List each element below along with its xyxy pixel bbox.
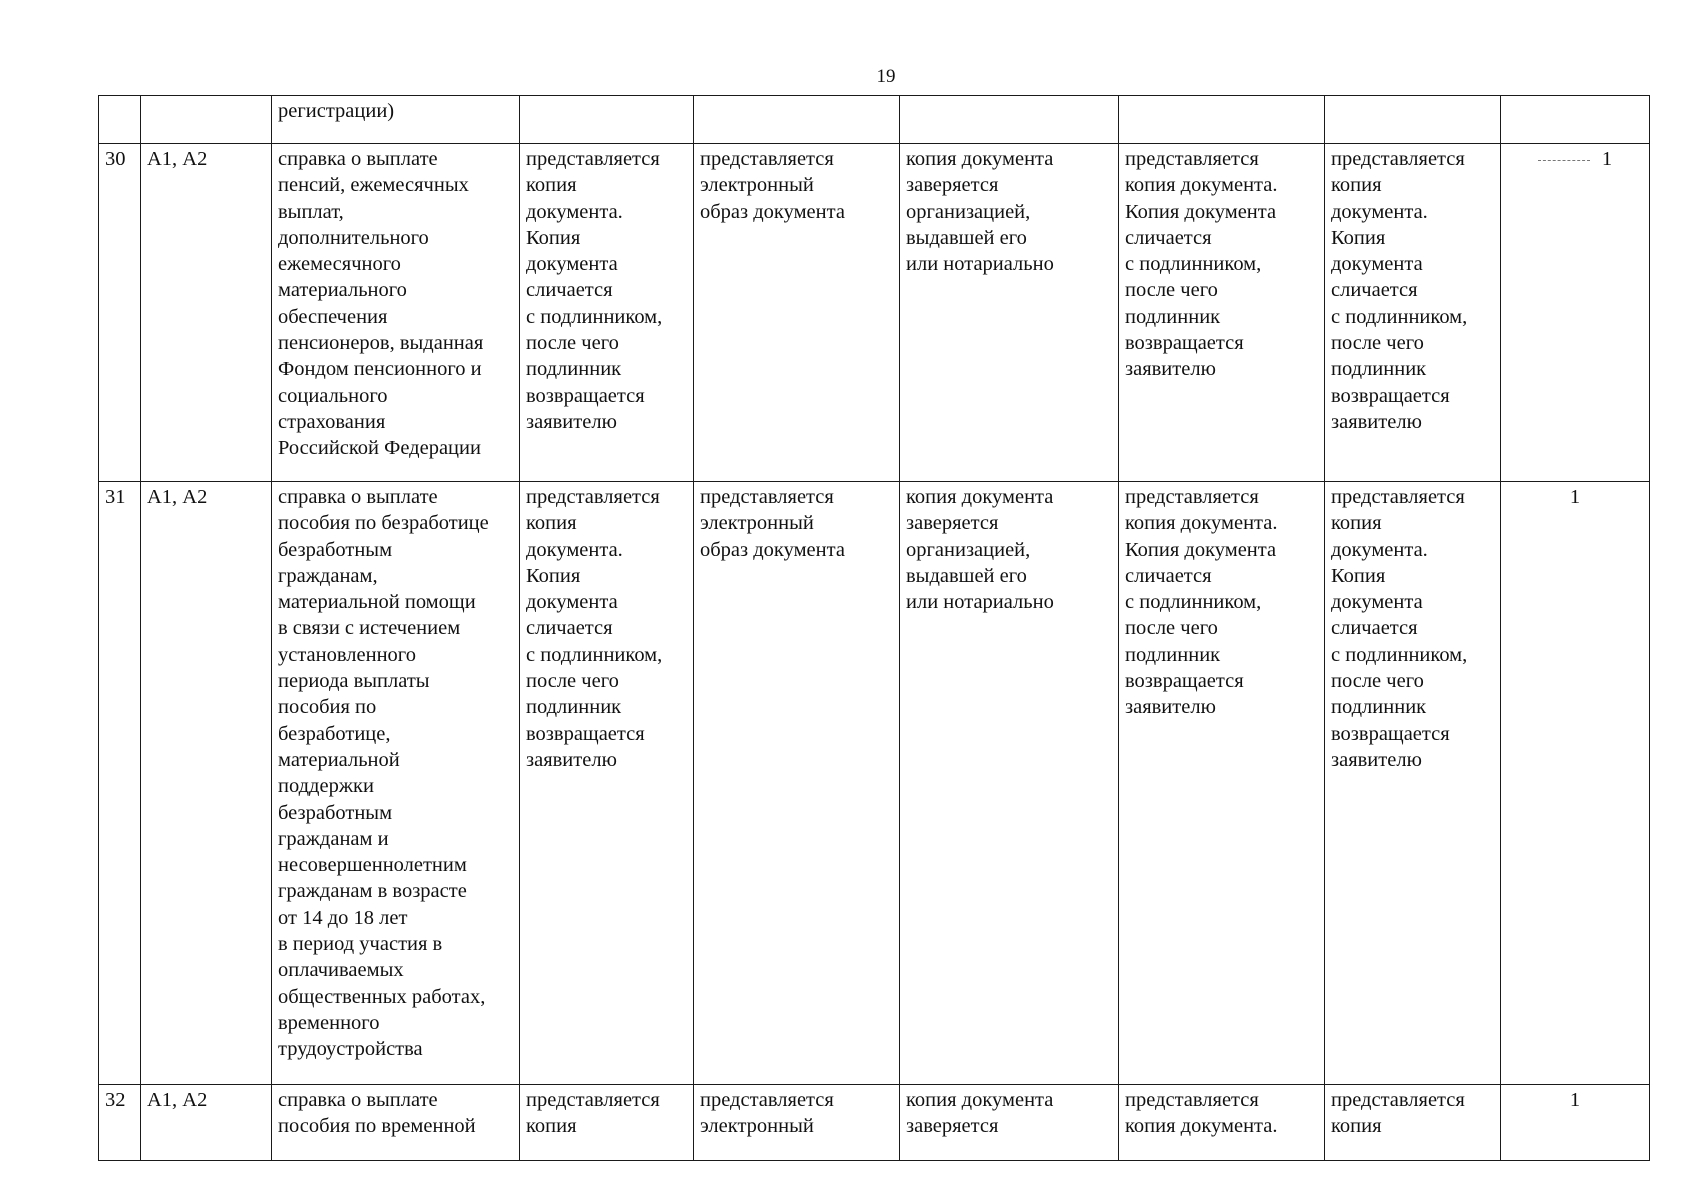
cell-qty: 1 xyxy=(1501,1085,1650,1161)
continuation-row xyxy=(99,96,1650,144)
table-row xyxy=(99,1085,1650,1161)
page-number: 19 xyxy=(876,66,896,87)
row-codes: А1, А2 xyxy=(141,1085,272,1161)
cell-col8: представляется копия документа. Копия документа сличается с подлинником, после чего подлинник возвращается заявителю xyxy=(1325,144,1501,482)
cell-col4 xyxy=(520,96,694,144)
cell-col5: представляется электронный xyxy=(694,1085,900,1161)
row-number: 31 xyxy=(99,482,141,1085)
cell-col7 xyxy=(1119,96,1325,144)
document-name: справка о выплате пособия по безработице безработным гражданам, материальной помощи в связи с истечением установленного периода выплаты пособия по безработице, материальной поддержки безработным гражданам и несовершеннолетним гражданам в возрасте от 14 до 18 лет в период участия в оплачиваемых общественных работах, временного трудоустройства xyxy=(272,482,520,1085)
cell-col4: представляется копия xyxy=(520,1085,694,1161)
row-codes: А1, А2 xyxy=(141,482,272,1085)
cell-col4: представляется копия документа. Копия документа сличается с подлинником, после чего подлинник возвращается заявителю xyxy=(520,144,694,482)
row-number: 32 xyxy=(99,1085,141,1161)
cell-col6: копия документа заверяется xyxy=(900,1085,1119,1161)
row-number: 30 xyxy=(99,144,141,482)
documents-table xyxy=(98,95,1650,1161)
document-name: справка о выплате пенсий, ежемесячных выплат, дополнительного ежемесячного материального обеспечения пенсионеров, выданная Фондом пенсионного и социального страхования Российской Федерации xyxy=(272,144,520,482)
cell-col7: представляется копия документа. Копия документа сличается с подлинником, после чего подлинник возвращается заявителю xyxy=(1119,482,1325,1085)
table-row xyxy=(99,144,1650,482)
cell-num xyxy=(99,96,141,144)
cell-col5 xyxy=(694,96,900,144)
cell-col7: представляется копия документа. xyxy=(1119,1085,1325,1161)
cell-col8: представляется копия документа. Копия документа сличается с подлинником, после чего подлинник возвращается заявителю xyxy=(1325,482,1501,1085)
cell-col7: представляется копия документа. Копия документа сличается с подлинником, после чего подлинник возвращается заявителю xyxy=(1119,144,1325,482)
cell-col6 xyxy=(900,96,1119,144)
cell-qty: 1 xyxy=(1501,482,1650,1085)
cell-qty xyxy=(1501,144,1650,482)
cell-codes xyxy=(141,96,272,144)
cell-col5: представляется электронный образ документа xyxy=(694,482,900,1085)
cell-col6: копия документа заверяется организацией, выдавшей его или нотариально xyxy=(900,482,1119,1085)
cell-col4: представляется копия документа. Копия документа сличается с подлинником, после чего подлинник возвращается заявителю xyxy=(520,482,694,1085)
cell-col5: представляется электронный образ документа xyxy=(694,144,900,482)
cell-document: регистрации) xyxy=(272,96,520,144)
row-codes: А1, А2 xyxy=(141,144,272,482)
cell-col8: представляется копия xyxy=(1325,1085,1501,1161)
dash-mark xyxy=(1538,160,1590,161)
document-name: справка о выплате пособия по временной xyxy=(272,1085,520,1161)
table-row xyxy=(99,482,1650,1085)
cell-col6: копия документа заверяется организацией, выдавшей его или нотариально xyxy=(900,144,1119,482)
cell-qty xyxy=(1501,96,1650,144)
qty-value: 1 xyxy=(1601,148,1613,170)
cell-col8 xyxy=(1325,96,1501,144)
